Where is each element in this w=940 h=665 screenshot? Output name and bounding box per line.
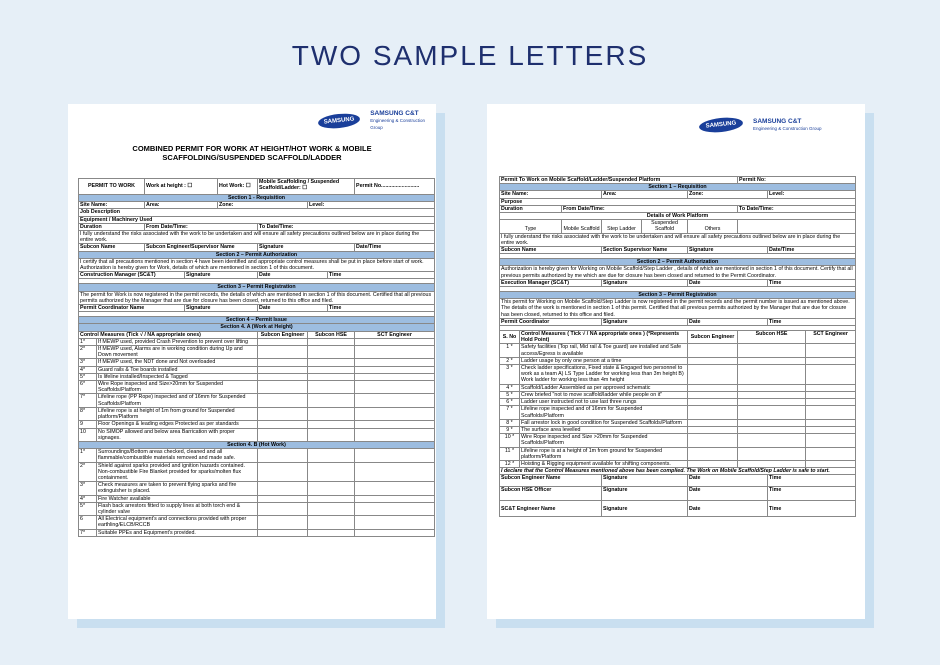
subcon-engineer-check[interactable]	[258, 502, 308, 515]
sct-engineer-check[interactable]	[355, 428, 435, 441]
samsung-logo	[699, 118, 822, 132]
time-field[interactable]: Time	[768, 279, 856, 286]
subcon-engineer-check[interactable]	[258, 394, 308, 407]
time-field[interactable]: Time	[328, 272, 435, 279]
control-measure-text: Is lifeline installed/Inspected & Tagged	[97, 373, 258, 380]
control-measure-row	[79, 516, 435, 529]
subcon-engineer-check[interactable]	[258, 449, 308, 462]
control-measure-row	[500, 391, 856, 398]
subcon-engineer-check[interactable]	[688, 365, 738, 385]
subcon-hse-check[interactable]	[738, 357, 806, 364]
subcon-engineer-check[interactable]	[258, 381, 308, 394]
section-2-header: Section 2 – Permit Authorization	[79, 251, 435, 258]
control-measure-text: Safety facilities (Top rail, Mid rail & Toe guard) are installed and Safe access/Egress is available	[520, 344, 688, 357]
sct-engineer-check[interactable]	[355, 449, 435, 462]
control-measure-row	[79, 407, 435, 420]
sct-engineer-check[interactable]	[355, 346, 435, 359]
control-measure-text: If MEWP used, the NDT done and Not overloaded	[97, 359, 258, 366]
from-date-field[interactable]: From Date/Time:	[145, 223, 258, 230]
subcon-engineer-check[interactable]	[258, 495, 308, 502]
subcon-engineer-check[interactable]	[258, 346, 308, 359]
row-number: 1 *	[500, 344, 520, 357]
section-3-header: Section 3 – Permit Registration	[500, 292, 856, 299]
time-field[interactable]: Time	[768, 318, 856, 325]
control-measure-row	[500, 406, 856, 419]
zone-field[interactable]: Zone:	[688, 191, 768, 198]
sct-engineer-check[interactable]	[355, 529, 435, 536]
subcon-engineer-check[interactable]	[258, 462, 308, 482]
control-measure-text: Lifeline rope is at a height of 1m from ground for Suspended platform/Platform	[520, 447, 688, 460]
date-time-field[interactable]: Date/Time	[768, 247, 856, 254]
date-field[interactable]: Date	[258, 272, 328, 279]
row-number: 3 *	[500, 365, 520, 385]
section-4a-header: Section 4. A (Work at Height)	[79, 324, 435, 331]
control-measure-text: If MEWP used, Alarms are in working condition during Up and Down movement	[97, 346, 258, 359]
row-number: 7*	[79, 529, 97, 536]
subcon-hse-check[interactable]	[308, 421, 355, 428]
sct-engineer-check[interactable]	[355, 495, 435, 502]
time-field[interactable]: Time	[768, 501, 856, 517]
control-measure-row	[79, 346, 435, 359]
row-number: 4*	[79, 366, 97, 373]
section-4b-header: Section 4. B (Hot Work)	[79, 441, 435, 448]
row-number: 6	[79, 516, 97, 529]
signature-field[interactable]: Signature	[602, 279, 688, 286]
understand-statement: I fully understand the risks associated with the work to be undertaken and will ensure all safety precautions outlined below are in place during the entire work.	[79, 231, 435, 244]
control-measure-row	[79, 502, 435, 515]
control-measure-text: Surroundings/Bottom areas checked, cleaned and all flammable/combustible materials removed and made safe.	[97, 449, 258, 462]
permit-coordinator-field[interactable]: Permit Coordinator	[500, 318, 602, 325]
subcon-engineer-name-field[interactable]: Subcon Engineer Name	[500, 475, 602, 487]
permit-no-field[interactable]: Permit No:	[738, 177, 856, 184]
row-number: 8*	[79, 407, 97, 420]
subcon-hse-check[interactable]	[308, 373, 355, 380]
sct-engineer-check[interactable]	[355, 482, 435, 495]
mobile-scaffolding-checkbox[interactable]: Mobile Scaffolding / Suspended Scaffold/Ladder: ☐	[258, 179, 355, 195]
subcon-hse-check[interactable]	[738, 460, 806, 467]
company-name: SAMSUNG C&T	[370, 110, 419, 117]
control-measure-row	[500, 384, 856, 391]
row-number: 2 *	[500, 357, 520, 364]
signature-field[interactable]: Signature	[602, 318, 688, 325]
sample-letter-right	[487, 104, 865, 619]
control-measure-row	[79, 449, 435, 462]
suspended-scaffold-option[interactable]: Suspended Scaffold	[642, 220, 688, 233]
control-measure-text: Crew briefed "not to move scaffold/ladder while people on it"	[520, 391, 688, 398]
sct-engineer-check[interactable]	[355, 381, 435, 394]
samsung-logo-oval: SAMSUNG	[317, 111, 360, 129]
control-measure-row	[79, 373, 435, 380]
subcon-engineer-check[interactable]	[688, 384, 738, 391]
date-field[interactable]: Date	[688, 318, 768, 325]
subcon-hse-check[interactable]	[738, 344, 806, 357]
control-measure-text: Floor Openings & leading edges Protected as per standards	[97, 421, 258, 428]
control-measure-row	[79, 482, 435, 495]
row-number: 8 *	[500, 419, 520, 426]
section-3-text: This permit for Working on Mobile Scaffold/Step Ladder is now registered in the permit records and the permit number is issued as mentioned above. The details of the work is mentioned in section 1 of this permit. Certified that all previous permits authorized by the Manager that are due for closure has been closed, returned to this office and filed.	[500, 299, 856, 319]
row-number: 5*	[79, 373, 97, 380]
subcon-hse-check[interactable]	[738, 426, 806, 433]
subcon-engineer-column-header: Subcon Engineer	[258, 331, 308, 338]
control-measure-text: Suitable PPEs and Equipment's provided.	[97, 529, 258, 536]
control-measure-row	[500, 419, 856, 426]
signature-field[interactable]: Signature	[602, 501, 688, 517]
subcon-engineer-check[interactable]	[688, 391, 738, 398]
area-field[interactable]: Area:	[602, 191, 688, 198]
control-measure-text: Guard rails & Toe boards installed	[97, 366, 258, 373]
sct-engineer-check[interactable]	[806, 384, 856, 391]
date-field[interactable]: Date	[688, 475, 768, 487]
row-number: 6 *	[500, 399, 520, 406]
control-measure-row	[79, 462, 435, 482]
row-number: 7*	[79, 394, 97, 407]
sct-engineer-check[interactable]	[806, 399, 856, 406]
company-subtitle: Engineering & Construction Group	[753, 126, 822, 131]
control-measure-text: Scaffold/Ladder Assembled as per approved schematic	[520, 384, 688, 391]
row-number: 2*	[79, 346, 97, 359]
sct-engineer-name-field[interactable]: SC&T Engineer Name	[500, 501, 602, 517]
control-measure-text: Ladder usage by only one person at a time	[520, 357, 688, 364]
sct-engineer-check[interactable]	[806, 357, 856, 364]
subcon-hse-check[interactable]	[738, 384, 806, 391]
subcon-engineer-check[interactable]	[258, 338, 308, 345]
others-option[interactable]: Others	[688, 220, 738, 233]
row-number: 6*	[79, 381, 97, 394]
control-measure-row	[500, 344, 856, 357]
control-measure-row	[500, 447, 856, 460]
time-field[interactable]: Time	[768, 475, 856, 487]
control-measure-row	[500, 357, 856, 364]
samsung-logo	[318, 110, 436, 131]
subcon-hse-check[interactable]	[308, 366, 355, 373]
date-field[interactable]: Date	[258, 305, 328, 312]
subcon-engineer-field[interactable]: Subcon Engineer/Supervisor Name	[145, 244, 258, 251]
control-measure-row	[79, 428, 435, 441]
sct-engineer-check[interactable]	[806, 365, 856, 385]
control-measure-text: If MEWP used, provided Crash Prevention to prevent over lifting	[97, 338, 258, 345]
control-measure-row	[79, 495, 435, 502]
sct-engineer-check[interactable]	[806, 460, 856, 467]
section-2-header: Section 2 – Permit Authorization	[500, 259, 856, 266]
row-number: 3*	[79, 359, 97, 366]
signature-field[interactable]: Signature	[688, 247, 768, 254]
sct-engineer-check[interactable]	[806, 344, 856, 357]
control-measure-text: Check ladder specifications, Fixed state & Engaged two personnel to work as a team A) LS Type Ladder for working less than 3m height B) Work ladder for working less than 4m height	[520, 365, 688, 385]
subcon-engineer-check[interactable]	[258, 407, 308, 420]
row-number: 10	[79, 428, 97, 441]
subcon-hse-check[interactable]	[308, 428, 355, 441]
sct-engineer-check[interactable]	[355, 421, 435, 428]
work-at-height-checkbox[interactable]: Work at height : ☐	[145, 179, 218, 195]
step-ladder-option[interactable]: Step Ladder	[602, 220, 642, 233]
purpose-field[interactable]: Purpose	[500, 198, 856, 205]
understand-statement: I fully understand the risks associated with the work to be undertaken and will ensure all safety precautions outlined below are in place during the entire work.	[500, 233, 856, 246]
subcon-hse-check[interactable]	[308, 495, 355, 502]
subcon-engineer-check[interactable]	[688, 426, 738, 433]
section-4-header: Section 4 – Permit Issue	[79, 317, 435, 324]
row-number: 9	[79, 421, 97, 428]
subcon-hse-column-header: Subcon HSE	[308, 331, 355, 338]
subcon-hse-check[interactable]	[738, 399, 806, 406]
sct-engineer-check[interactable]	[806, 406, 856, 419]
row-number: 9 *	[500, 426, 520, 433]
duration-label: Duration	[500, 205, 562, 212]
hot-work-checkbox[interactable]: Hot Work: ☐	[218, 179, 258, 195]
subcon-hse-check[interactable]	[308, 394, 355, 407]
row-number: 1*	[79, 338, 97, 345]
subcon-hse-check[interactable]	[308, 359, 355, 366]
control-measures-header: Control Measures ( Tick √ / NA appropriate ones ) (*Represents Hold Point)	[520, 331, 688, 344]
signature-field[interactable]: Signature	[185, 272, 258, 279]
site-name-field[interactable]: Site Name:	[79, 202, 145, 209]
control-measure-row	[79, 381, 435, 394]
permit-to-work-label: PERMIT TO WORK	[79, 179, 145, 195]
signature-field[interactable]: Signature	[602, 475, 688, 487]
control-measure-text: Wire Rope inspected and Size >20mm for Suspended Scaffolds/Platform	[520, 434, 688, 447]
subcon-engineer-check[interactable]	[258, 421, 308, 428]
from-date-field[interactable]: From Date/Time:	[562, 205, 738, 212]
signature-field[interactable]: Signature	[185, 305, 258, 312]
section-3-header: Section 3 – Permit Registration	[79, 284, 435, 291]
control-measure-text: Hoisting & Rigging equipment available for shifting components.	[520, 460, 688, 467]
control-measure-row	[79, 394, 435, 407]
date-field[interactable]: Date	[688, 501, 768, 517]
execution-manager-field[interactable]: Execution Manager (SC&T)	[500, 279, 602, 286]
row-number: 5 *	[500, 391, 520, 398]
declaration-statement: I declare that the Control Measures mentioned above has been complied. The Work on Mobile Scaffold/Step Ladder is safe to start.	[500, 468, 856, 475]
subcon-engineer-check[interactable]	[258, 366, 308, 373]
subcon-engineer-check[interactable]	[258, 428, 308, 441]
control-measure-text: Fire Watcher available	[97, 495, 258, 502]
sct-engineer-check[interactable]	[355, 394, 435, 407]
page-heading: TWO SAMPLE LETTERS	[291, 40, 649, 71]
row-number: 1*	[79, 449, 97, 462]
section-2-text: I certify that all precautions mentioned in section 4 have been identified and appropriate control measures shall be put in place before start of work. Authorization is hereby given for Work, details of which are mentioned in section 1 of this document.	[79, 258, 435, 271]
sct-engineer-column-header: SCT Engineer	[806, 331, 856, 344]
control-measure-row	[500, 434, 856, 447]
signature-field[interactable]: Signature	[602, 487, 688, 501]
control-measure-row	[500, 399, 856, 406]
zone-field[interactable]: Zone:	[218, 202, 308, 209]
date-field[interactable]: Date	[688, 487, 768, 501]
s-no-column-header: S. No	[500, 331, 520, 344]
time-field[interactable]: Time	[328, 305, 435, 312]
sct-engineer-check[interactable]	[806, 419, 856, 426]
equipment-field[interactable]: Equipment / Machinery Used	[79, 216, 435, 223]
sct-engineer-check[interactable]	[806, 391, 856, 398]
control-measure-text: No SIMOP allowed and below area Barrication with proper signages.	[97, 428, 258, 441]
subcon-engineer-check[interactable]	[258, 529, 308, 536]
subcon-hse-check[interactable]	[308, 381, 355, 394]
sct-engineer-check[interactable]	[355, 516, 435, 529]
subcon-engineer-check[interactable]	[688, 419, 738, 426]
subcon-name-field[interactable]: Subcon Name	[500, 247, 602, 254]
subcon-engineer-check[interactable]	[688, 434, 738, 447]
section-3-text: The permit for Work is now registered in the permit records, the details of which are mentioned in section 1 of this document. Certified that all previous permits authorized by the Manager that are due for closure has been closed, returned to this office and filed.	[79, 291, 435, 304]
control-measure-text: Shield against sparks provided and ignition hazards contained. Non-combustible Fire Blanket provided for sparks/molten flux containment.	[97, 462, 258, 482]
company-name: SAMSUNG C&T	[753, 118, 802, 125]
details-of-work-platform: Details of Work Platform	[500, 213, 856, 220]
control-measure-text: Check measures are taken to prevent flying sparks and fire extinguisher is placed.	[97, 482, 258, 495]
subcon-engineer-check[interactable]	[258, 359, 308, 366]
level-field[interactable]: Level:	[308, 202, 435, 209]
subcon-engineer-column-header: Subcon Engineer	[688, 331, 738, 344]
control-measure-text: Lifeline rope is at height of 1m from ground for Suspended platform/Platform	[97, 407, 258, 420]
construction-manager-field[interactable]: Construction Manager (SC&T)	[79, 272, 185, 279]
control-measure-row	[79, 529, 435, 536]
control-measure-row	[79, 366, 435, 373]
control-measure-text: Fall arrestor lock in good condition for Suspended Scaffolds/Platform	[520, 419, 688, 426]
sct-engineer-check[interactable]	[806, 434, 856, 447]
subcon-hse-check[interactable]	[308, 462, 355, 482]
area-field[interactable]: Area:	[145, 202, 218, 209]
sct-engineer-check[interactable]	[355, 366, 435, 373]
control-measure-text: Ladder user instructed not to use last three rungs	[520, 399, 688, 406]
section-2-text: Authorization is hereby given for Working on Mobile Scaffold/Step Ladder , details of which are mentioned in section 1 of this document. Certify that all previous permits authorized by me which are due for closure has been closed and returned to the Permit Coordinator.	[500, 266, 856, 279]
sct-engineer-check[interactable]	[355, 407, 435, 420]
left-permit-form	[78, 178, 435, 537]
row-number: 12 *	[500, 460, 520, 467]
subcon-engineer-check[interactable]	[688, 344, 738, 357]
to-date-field[interactable]: To Date/Time:	[258, 223, 435, 230]
control-measure-text: Lifeline rope (PP Rope) inspected and of 16mm for Suspended Scaffolds/Platform	[97, 394, 258, 407]
level-field[interactable]: Level:	[768, 191, 856, 198]
sct-engineer-check[interactable]	[355, 462, 435, 482]
subcon-hse-check[interactable]	[308, 346, 355, 359]
subcon-hse-check[interactable]	[738, 365, 806, 385]
date-time-field[interactable]: Date/Time	[355, 244, 435, 251]
row-number: 7 *	[500, 406, 520, 419]
right-permit-form	[499, 176, 856, 517]
sct-engineer-check[interactable]	[806, 426, 856, 433]
section-1-header: Section 1 – Requisition	[500, 184, 856, 191]
job-description-field[interactable]: Job Description	[79, 209, 435, 216]
sct-engineer-check[interactable]	[355, 502, 435, 515]
samsung-logo-oval: SAMSUNG	[698, 116, 743, 135]
subcon-hse-check[interactable]	[308, 407, 355, 420]
sct-engineer-check[interactable]	[355, 338, 435, 345]
mobile-scaffold-option[interactable]: Mobile Scaffold	[562, 220, 602, 233]
subcon-hse-check[interactable]	[308, 482, 355, 495]
subcon-hse-check[interactable]	[738, 406, 806, 419]
subcon-engineer-check[interactable]	[258, 516, 308, 529]
subcon-engineer-check[interactable]	[688, 406, 738, 419]
permit-coordinator-field[interactable]: Permit Coordinator Name	[79, 305, 185, 312]
subcon-hse-check[interactable]	[738, 391, 806, 398]
control-measure-row	[500, 460, 856, 467]
row-number: 10 *	[500, 434, 520, 447]
date-field[interactable]: Date	[688, 279, 768, 286]
subcon-hse-check[interactable]	[738, 434, 806, 447]
to-date-field[interactable]: To Date/Time:	[738, 205, 856, 212]
subcon-hse-check[interactable]	[308, 449, 355, 462]
control-measure-row	[79, 421, 435, 428]
row-number: 2*	[79, 462, 97, 482]
sample-letter-left	[68, 104, 436, 619]
subcon-hse-check[interactable]	[738, 419, 806, 426]
subcon-hse-column-header: Subcon HSE	[738, 331, 806, 344]
control-measure-row	[79, 359, 435, 366]
control-measure-text: Lifeline rope inspected and of 16mm for Suspended Scaffolds/Platform	[520, 406, 688, 419]
permit-title: COMBINED PERMIT FOR WORK AT HEIGHT/HOT WORK & MOBILE SCAFFOLDING/SUSPENDED SCAFFOLD/LADDER	[132, 144, 372, 162]
subcon-hse-check[interactable]	[308, 516, 355, 529]
subcon-engineer-check[interactable]	[258, 373, 308, 380]
time-field[interactable]: Time	[768, 487, 856, 501]
row-number: 3*	[79, 482, 97, 495]
subcon-engineer-check[interactable]	[688, 460, 738, 467]
permit-no-field[interactable]: Permit No..........................	[355, 179, 435, 195]
subcon-hse-check[interactable]	[738, 447, 806, 460]
control-measure-text: Wire Rope inspected and Size>20mm for Suspended Scaffolds/Platform	[97, 381, 258, 394]
permit-to-work-label: Permit To Work on Mobile Scaffold/Ladder/Suspended Platform	[500, 177, 738, 184]
section-1-header: Section 1 - Requisition	[79, 195, 435, 202]
control-measure-text: Flash back arrestors fitted to supply lines at both torch end & cylinder valve	[97, 502, 258, 515]
control-measure-text: All Electrical equipment's and connections provided with proper earthling/ELCB/RCCB	[97, 516, 258, 529]
type-label: Type	[500, 220, 562, 233]
sct-engineer-check[interactable]	[355, 373, 435, 380]
control-measure-row	[500, 426, 856, 433]
duration-label: Duration	[79, 223, 145, 230]
subcon-hse-officer-field[interactable]: Subcon HSE Officer	[500, 487, 602, 501]
control-measure-row	[79, 338, 435, 345]
site-name-field[interactable]: Site Name:	[500, 191, 602, 198]
signature-field[interactable]: Signature	[258, 244, 355, 251]
subcon-hse-check[interactable]	[308, 338, 355, 345]
subcon-engineer-check[interactable]	[688, 399, 738, 406]
row-number: 4 *	[500, 384, 520, 391]
sct-engineer-column-header: SCT Engineer	[355, 331, 435, 338]
subcon-engineer-check[interactable]	[688, 447, 738, 460]
subcon-hse-check[interactable]	[308, 529, 355, 536]
subcon-hse-check[interactable]	[308, 502, 355, 515]
sct-engineer-check[interactable]	[806, 447, 856, 460]
control-measures-header: Control Measures (Tick √ / NA appropriate ones)	[79, 331, 258, 338]
company-subtitle: Engineering & Construction Group	[370, 118, 426, 130]
subcon-engineer-check[interactable]	[258, 482, 308, 495]
sct-engineer-check[interactable]	[355, 359, 435, 366]
control-measure-text: The surface area levelled	[520, 426, 688, 433]
row-number: 5*	[79, 502, 97, 515]
row-number: 11 *	[500, 447, 520, 460]
control-measure-row	[500, 365, 856, 385]
row-number: 4*	[79, 495, 97, 502]
subcon-engineer-check[interactable]	[688, 357, 738, 364]
subcon-name-field[interactable]: Subcon Name	[79, 244, 145, 251]
subcon-supervisor-field[interactable]: Section Supervisor Name	[602, 247, 688, 254]
